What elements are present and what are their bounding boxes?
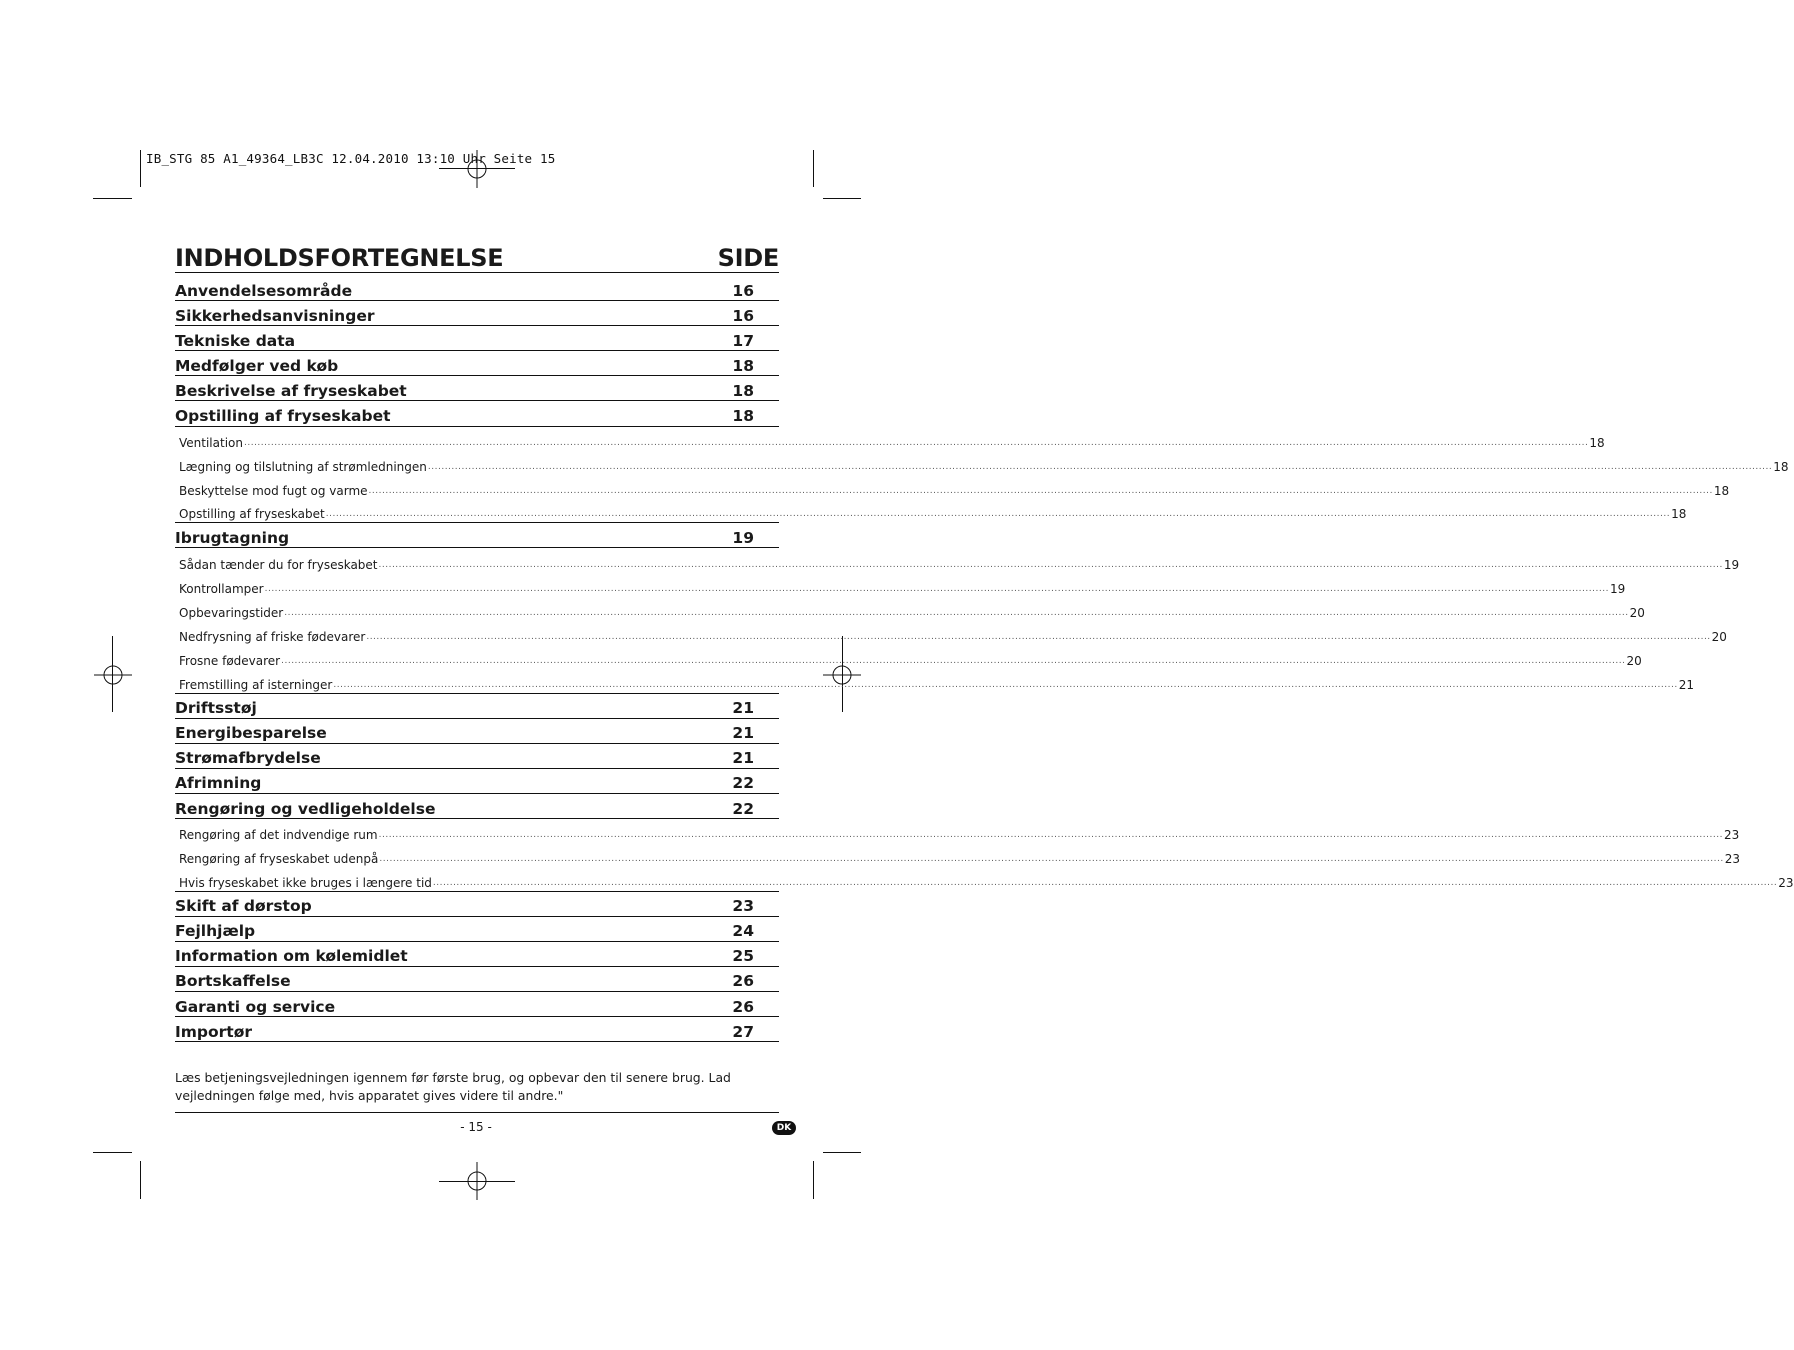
toc-entry-title: Strømafbrydelse — [175, 749, 321, 768]
toc-entry-title: Nedfrysning af friske fødevarer — [179, 630, 366, 645]
toc-entry-page: 20 — [1629, 605, 1645, 620]
toc-page-heading: SIDE — [717, 244, 779, 272]
toc-entry-title: Energibesparelse — [175, 724, 327, 743]
toc-entry-page: 17 — [732, 331, 754, 350]
toc-subentry — [175, 669, 1694, 693]
toc-entry — [175, 917, 779, 942]
crop-mark-icon — [112, 636, 113, 712]
toc-entry-page: 23 — [1723, 828, 1740, 843]
toc-entry-title: Opstilling af fryseskabet — [179, 507, 325, 522]
toc-entry — [175, 376, 779, 401]
toc-entry-title: Information om kølemidlet — [175, 947, 408, 966]
toc-entry-page: 24 — [732, 922, 754, 941]
toc-entry-page: 20 — [1626, 654, 1642, 669]
toc-entry-page: 20 — [1711, 630, 1727, 645]
crop-mark-icon — [842, 636, 843, 712]
toc-leader-dots: ................................................................................................................................................................................................................................................................................................................................................................................................................ — [378, 559, 1723, 570]
toc-entry — [175, 992, 779, 1017]
page-number: - 15 - — [460, 1120, 492, 1134]
toc-leader-dots: ................................................................................................................................................................................................................................................................................................................................................................................................................ — [432, 877, 1778, 888]
crop-mark-icon — [439, 1181, 515, 1182]
toc-entry-title: Sådan tænder du for fryseskabet — [179, 557, 378, 572]
toc-entry-page: 18 — [1589, 435, 1605, 450]
toc-entry-title: Bortskaffelse — [175, 972, 291, 991]
toc-leader-dots: ................................................................................................................................................................................................................................................................................................................................................................................................................ — [427, 461, 1773, 472]
instruction-note: Læs betjeningsvejledningen igennem før første brug, og opbevar den til senere brug. Lad vejledningen følge med, hvis apparatet gives videre til andre." — [175, 1070, 731, 1103]
toc-entry-title: Lægning og tilslutning af strømledningen — [179, 459, 427, 474]
toc-entry — [175, 744, 779, 769]
crop-mark-icon — [140, 150, 141, 187]
toc-subentry — [175, 867, 1794, 891]
toc-leader-dots: ................................................................................................................................................................................................................................................................................................................................................................................................................ — [378, 830, 1723, 841]
toc-leader-dots: ................................................................................................................................................................................................................................................................................................................................................................................................................ — [366, 632, 1711, 643]
toc-entry-page: 25 — [732, 947, 754, 966]
toc-entry-page: 22 — [732, 799, 754, 818]
toc-entry-page: 18 — [732, 407, 754, 426]
toc-entry-page: 23 — [1724, 852, 1741, 867]
toc-entry — [175, 326, 779, 351]
toc-subentry — [175, 819, 1740, 843]
toc-entry-page: 19 — [1609, 581, 1626, 596]
toc-entry-title: Kontrollamper — [179, 581, 264, 596]
toc-title: INDHOLDSFORTEGNELSE — [175, 244, 504, 272]
toc-entry-page: 26 — [732, 997, 754, 1016]
toc-list — [175, 276, 1794, 1042]
toc-entry-title: Fremstilling af isterninger — [179, 677, 333, 692]
toc-leader-dots: ................................................................................................................................................................................................................................................................................................................................................................................................................ — [325, 509, 1671, 520]
toc-entry-title: Fejlhjælp — [175, 922, 256, 941]
footer-divider — [175, 1112, 779, 1113]
toc-entry — [175, 276, 779, 301]
toc-entry — [175, 523, 779, 548]
toc-entry-page: 21 — [732, 749, 754, 768]
toc-entry-page: 18 — [732, 356, 754, 375]
toc-entry-page: 18 — [732, 381, 754, 400]
crop-mark-icon — [813, 150, 814, 187]
toc-entry-title: Driftsstøj — [175, 699, 257, 718]
toc-entry-page: 18 — [1671, 507, 1687, 522]
toc-entry-title: Sikkerhedsanvisninger — [175, 306, 375, 325]
toc-entry — [175, 1017, 779, 1042]
toc-entry-title: Importør — [175, 1022, 253, 1041]
toc-entry-title: Garanti og service — [175, 997, 336, 1016]
toc-leader-dots: ................................................................................................................................................................................................................................................................................................................................................................................................................ — [379, 854, 1724, 865]
toc-entry-page: 21 — [732, 699, 754, 718]
toc-entry — [175, 351, 779, 376]
toc-subentry — [175, 645, 1642, 669]
toc-entry-page: 27 — [732, 1022, 754, 1041]
toc-entry-title: Beskrivelse af fryseskabet — [175, 381, 407, 400]
toc-subentry — [175, 548, 1740, 572]
toc-entry — [175, 301, 779, 326]
toc-entry — [175, 694, 779, 719]
toc-entry-title: Anvendelsesområde — [175, 281, 353, 300]
toc-entry-title: Medfølger ved køb — [175, 356, 339, 375]
toc-subentry — [175, 573, 1626, 597]
toc-entry — [175, 794, 779, 819]
toc-leader-dots: ................................................................................................................................................................................................................................................................................................................................................................................................................ — [264, 583, 1609, 594]
toc-subentry — [175, 499, 1687, 523]
toc-leader-dots: ................................................................................................................................................................................................................................................................................................................................................................................................................ — [333, 679, 1678, 690]
toc-entry-page: 16 — [732, 281, 754, 300]
toc-entry-title: Frosne fødevarer — [179, 654, 281, 669]
toc-entry-title: Rengøring af fryseskabet udenpå — [179, 852, 379, 867]
crop-mark-icon — [813, 1161, 814, 1199]
toc-entry-page: 18 — [1773, 459, 1789, 474]
toc-entry-page: 21 — [732, 724, 754, 743]
toc-entry-title: Hvis fryseskabet ikke bruges i længere tid — [179, 875, 432, 890]
toc-subentry — [175, 427, 1605, 451]
toc-entry-page: 22 — [732, 774, 754, 793]
crop-mark-icon — [823, 198, 861, 199]
toc-header — [175, 244, 779, 273]
toc-entry-page: 23 — [1778, 875, 1794, 890]
toc-entry — [175, 967, 779, 992]
table-of-contents — [175, 244, 1794, 1042]
toc-entry-title: Rengøring af det indvendige rum — [179, 828, 378, 843]
toc-entry — [175, 719, 779, 744]
toc-entry — [175, 892, 779, 917]
toc-subentry — [175, 621, 1727, 645]
toc-entry-title: Skift af dørstop — [175, 897, 312, 916]
toc-entry — [175, 769, 779, 794]
toc-entry-title: Rengøring og vedligeholdelse — [175, 799, 436, 818]
toc-entry-title: Afrimning — [175, 774, 262, 793]
toc-entry-page: 23 — [732, 897, 754, 916]
printer-slug-line: IB_STG 85 A1_49364_LB3C 12.04.2010 13:10 Uhr Seite 15 — [146, 151, 556, 166]
crop-mark-icon — [140, 1161, 141, 1199]
toc-entry — [175, 942, 779, 967]
toc-entry-title: Ventilation — [179, 435, 243, 450]
toc-subentry — [175, 451, 1789, 475]
toc-leader-dots: ................................................................................................................................................................................................................................................................................................................................................................................................................ — [281, 656, 1626, 667]
crop-mark-icon — [93, 1152, 132, 1153]
toc-entry-title: Ibrugtagning — [175, 528, 290, 547]
toc-entry-title: Opbevaringstider — [179, 605, 284, 620]
toc-entry-page: 26 — [732, 972, 754, 991]
toc-leader-dots: ................................................................................................................................................................................................................................................................................................................................................................................................................ — [284, 607, 1629, 618]
registration-mark-icon — [458, 150, 496, 188]
crop-mark-icon — [93, 198, 132, 199]
toc-entry-page: 18 — [1713, 484, 1730, 499]
toc-entry-page: 21 — [1678, 677, 1694, 692]
toc-leader-dots: ................................................................................................................................................................................................................................................................................................................................................................................................................ — [368, 486, 1713, 497]
toc-subentry — [175, 475, 1730, 499]
toc-entry — [175, 401, 779, 426]
language-badge: DK — [772, 1121, 796, 1135]
toc-leader-dots: ................................................................................................................................................................................................................................................................................................................................................................................................................ — [243, 437, 1589, 448]
crop-mark-icon — [823, 1152, 861, 1153]
toc-entry-title: Tekniske data — [175, 331, 296, 350]
toc-subentry — [175, 597, 1645, 621]
toc-entry-page: 19 — [732, 528, 754, 547]
toc-entry-title: Opstilling af fryseskabet — [175, 407, 391, 426]
toc-entry-page: 19 — [1723, 557, 1740, 572]
registration-mark-icon — [94, 656, 132, 694]
toc-entry-page: 16 — [732, 306, 754, 325]
toc-subentry — [175, 843, 1741, 867]
toc-entry-title: Beskyttelse mod fugt og varme — [179, 484, 368, 499]
